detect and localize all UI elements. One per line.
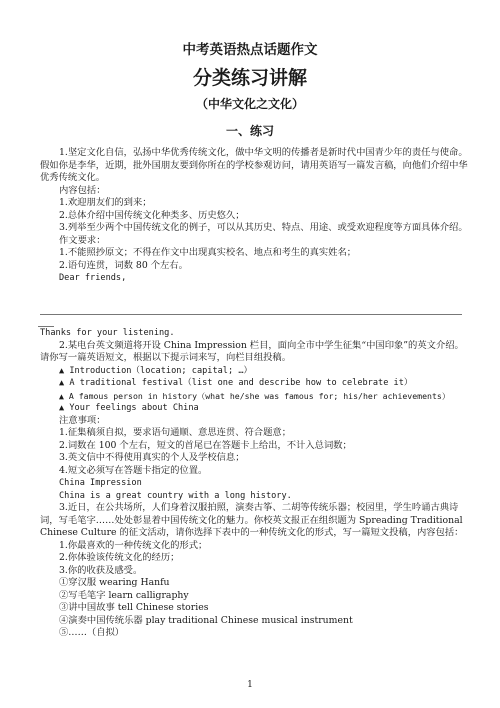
requirement: 2.语句连贯，词数 80 个左右。 bbox=[59, 259, 188, 271]
prompt-bullet: ▲ A famous person in history（what he/she was famous for; his/her achievements） bbox=[59, 390, 451, 401]
letter-closing: Thanks for your listening. bbox=[40, 328, 175, 338]
essay-heading: China Impression bbox=[59, 478, 142, 488]
content-point: 1.欢迎朋友们的到来； bbox=[59, 197, 152, 208]
note-item: 1.征集稿须自拟，要求语句通顺、意思连贯、符合题意； bbox=[59, 427, 291, 438]
question-1-intro: 1.坚定文化自信，弘扬中华优秀传统文化，做中华文明的传播者是新时代中国青少年的责任与使命。假如你是李华，近期，批外国朋友要到你所在的学校参观访问，请用英语写一篇发言稿，向他们介绍中华优秀传统文化。 bbox=[40, 147, 468, 183]
content-point: 1.你最喜欢的一种传统文化的形式； bbox=[59, 539, 208, 551]
document-subtitle: 分类练习讲解 bbox=[192, 67, 307, 89]
requirement: 1.不能照抄原文；不得在作文中出现真实校名、地点和考生的真实姓名； bbox=[59, 247, 357, 258]
content-label: 内容包括： bbox=[59, 184, 106, 196]
letter-opening: Dear friends, bbox=[59, 273, 127, 283]
option-item: ②写毛笔字 learn calligraphy bbox=[59, 589, 189, 601]
content-point: 3.你的收获及感受。 bbox=[59, 564, 143, 576]
requirements-label: 作文要求： bbox=[59, 234, 106, 246]
content-point: 2.你体验该传统文化的经历； bbox=[59, 552, 180, 563]
question-1 bbox=[40, 147, 468, 285]
question-2-intro: 2.某电台英文频道将开设 China Impression 栏目，面向全市中学生征集“中国印象”的英文介绍。请你写一篇英语短文，根据以下提示词来写，向栏目组投稿。 bbox=[40, 339, 464, 363]
question-3-intro: 3.近日，在公共场所，人们身着汉服拍照，演奏古筝、二胡等传统乐器；校园里，学生吟诵古典诗词，写毛笔字……处处彰显着中国传统文化的魅力。你校英文报正在组织题为 Spreading Traditional Chinese Culture 的征文活动，请你选择下表中的一种传统文化的形式，写一篇短文投稿，内容包括： bbox=[40, 502, 464, 538]
content-point: 2.总体介绍中国传统文化种类多、历史悠久； bbox=[59, 209, 245, 221]
prompt-bullet: ▲ Introduction（location; capital; …） bbox=[59, 365, 253, 376]
prompt-bullet: ▲ A traditional festival（list one and describe how to celebrate it） bbox=[59, 378, 413, 388]
document-title: 中考英语热点话题作文 bbox=[182, 42, 318, 58]
content-point: 3.列举至少两个中国传统文化的例子，可以从其历史、特点、用途、或受欢迎程度等方面具体介绍。 bbox=[59, 222, 468, 233]
document-topic: （中华文化之文化） bbox=[195, 97, 304, 111]
question-2 bbox=[40, 327, 468, 640]
note-item: 4.短文必须写在答题卡指定的位置。 bbox=[59, 464, 208, 476]
prompt-bullet: ▲ Your feelings about China bbox=[59, 403, 199, 413]
section-heading: 一、练习 bbox=[225, 124, 274, 138]
page-number: 1 bbox=[247, 680, 253, 690]
option-item: ①穿汉服 wearing Hanfu bbox=[59, 577, 170, 588]
note-item: 2.词数在 100 个左右，短文的首尾已在答题卡上给出，不计入总词数； bbox=[59, 439, 352, 451]
writing-line bbox=[40, 314, 462, 315]
essay-first-sentence: China is a great country with a long history. bbox=[59, 490, 292, 501]
option-item: ④演奏中国传统乐器 play traditional Chinese musical instrument bbox=[59, 614, 353, 626]
option-item: ⑤……（自拟） bbox=[59, 627, 125, 638]
note-item: 3.英文信中不得使用真实的个人及学校信息； bbox=[59, 452, 245, 463]
notes-label: 注意事项： bbox=[59, 414, 106, 426]
option-item: ③讲中国故事 tell Chinese stories bbox=[59, 602, 209, 613]
